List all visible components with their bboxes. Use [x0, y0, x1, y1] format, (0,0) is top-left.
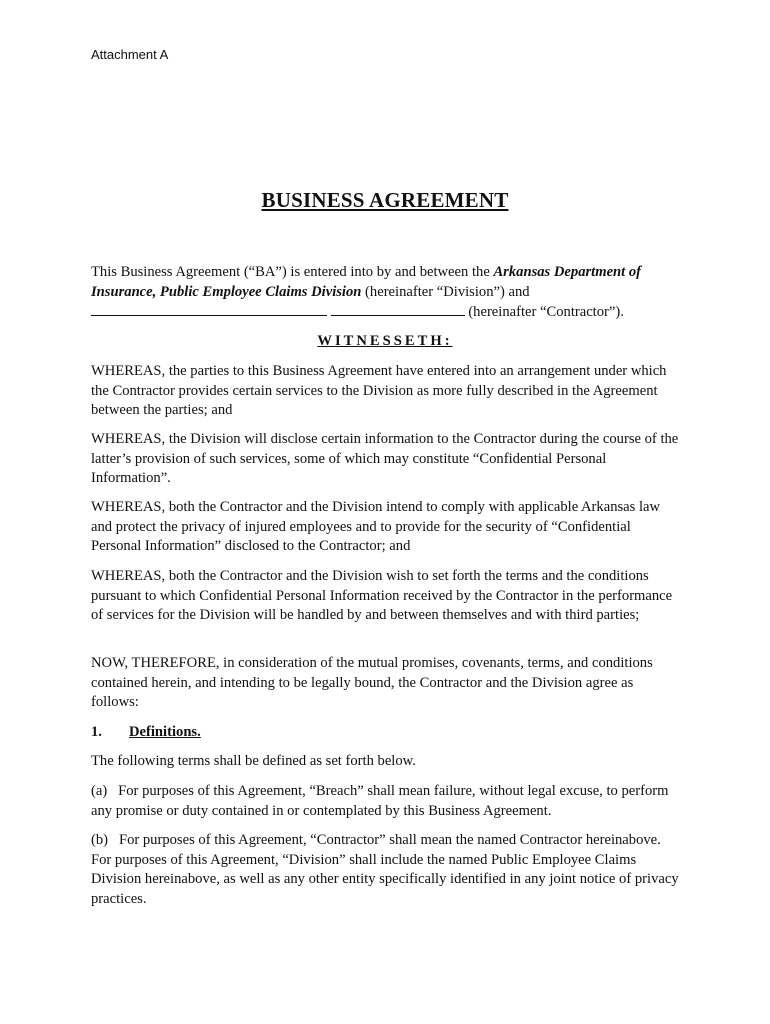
- now-therefore-paragraph: NOW, THEREFORE, in consideration of the mutual promises, covenants, terms, and conditions contained herein, and intending to be legally bound, the Contractor and the Division agree as follows:: [91, 655, 653, 711]
- whereas-1: WHEREAS, the parties to this Business Agreement have entered into an arrangement under which the Contractor provides certain services to the Division as more fully described in the Agreement between the parties; and: [91, 363, 667, 419]
- intro-text-1: This Business Agreement (“BA”) is entered into by and between the: [91, 264, 494, 280]
- section-1-title: Definitions.: [129, 724, 201, 740]
- intro-text-2: (hereinafter “Division”) and: [361, 283, 530, 300]
- witnesseth-heading: WITNESSETH:: [317, 333, 453, 349]
- whereas-3: WHEREAS, both the Contractor and the Division intend to comply with applicable Arkansas law and protect the privacy of injured employees and to provide for the security of “Confidential Personal Information” disclosed to the Contractor; and: [91, 499, 661, 555]
- section-1-number: 1.: [91, 724, 102, 740]
- document-title: BUSINESS AGREEMENT: [261, 188, 509, 212]
- intro-text-3: (hereinafter “Contractor”).: [468, 304, 624, 321]
- intro-paragraph: [91, 263, 683, 323]
- definition-b: (b) For purposes of this Agreement, “Contractor” shall mean the named Contractor hereinabove. For purposes of this Agreement, “Division” shall include the named Public Employee Claims Division hereinabove, as well as any other entity specifically identified in any joint notice of privacy practices.: [91, 832, 683, 907]
- whereas-4: WHEREAS, both the Contractor and the Division wish to set forth the terms and the conditions pursuant to which Confidential Personal Information received by the Contractor in the performance of services for the Division will be handled by and between themselves and with third parties;: [91, 568, 673, 624]
- contractor-line: [91, 302, 683, 323]
- section-1-lead: The following terms shall be defined as set forth below.: [91, 753, 416, 769]
- attachment-label: Attachment A: [91, 47, 169, 62]
- definition-a: (a) For purposes of this Agreement, “Breach” shall mean failure, without legal excuse, to perform any promise or duty contained in or contemplated by this Business Agreement.: [91, 783, 673, 819]
- section-1-heading: [91, 723, 683, 743]
- contractor-name-blank-2: [331, 302, 465, 316]
- whereas-2: WHEREAS, the Division will disclose certain information to the Contractor during the course of the latter’s provision of such services, some of which may constitute “Confidential Personal Information”.: [91, 431, 679, 487]
- party-division-name: Arkansas Department of Insurance, Public Employee Claims Division: [91, 264, 642, 300]
- intro-text: [91, 263, 683, 302]
- contractor-name-blank: [91, 302, 327, 316]
